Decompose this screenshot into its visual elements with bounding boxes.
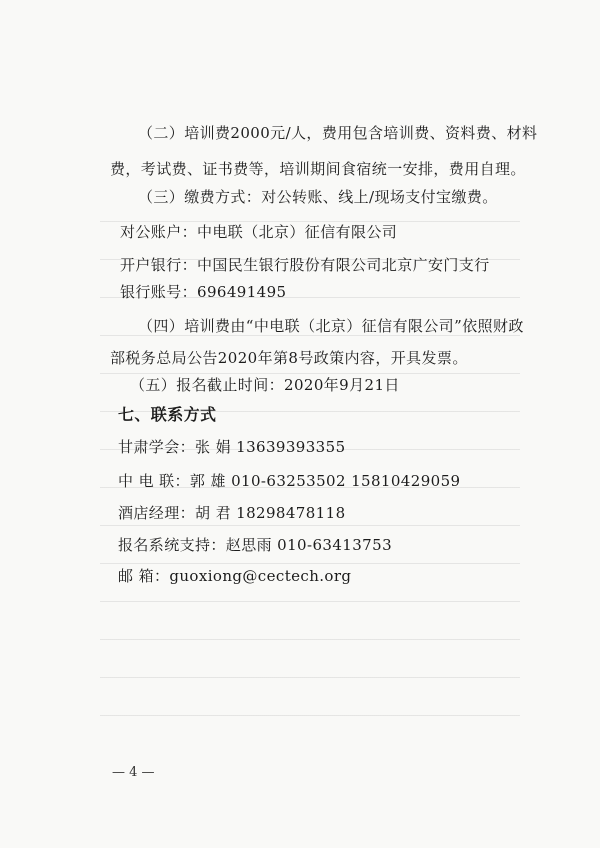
bank-name: 开户银行：中国民生银行股份有限公司北京广安门支行 xyxy=(120,256,490,274)
payment-method: （三）缴费方式：对公转账、线上/现场支付宝缴费。 xyxy=(138,188,498,206)
page-number: — 4 — xyxy=(112,765,155,780)
section-heading-contact: 七、联系方式 xyxy=(118,405,217,424)
fee-line-1: （二）培训费2000元/人，费用包含培训费、资料费、材料 xyxy=(138,124,538,142)
contact-registration: 报名系统支持：赵思雨 010-63413753 xyxy=(118,536,393,554)
invoice-line-1: （四）培训费由“中电联（北京）征信有限公司”依照财政 xyxy=(138,317,524,335)
contact-cec: 中 电 联：郭 雄 010-63253502 15810429059 xyxy=(118,472,461,490)
contact-email: 邮 箱：guoxiong@cectech.org xyxy=(118,567,352,585)
contact-gansu: 甘肃学会：张 娟 13639393355 xyxy=(118,438,346,456)
invoice-line-2: 部税务总局公告2020年第8号政策内容，开具发票。 xyxy=(110,349,468,367)
deadline: （五）报名截止时间：2020年9月21日 xyxy=(130,376,400,394)
account-name: 对公账户：中电联（北京）征信有限公司 xyxy=(120,223,398,241)
bank-account: 银行账号：696491495 xyxy=(120,283,287,301)
contact-hotel: 酒店经理：胡 君 18298478118 xyxy=(118,504,346,522)
fee-line-2: 费，考试费、证书费等，培训期间食宿统一安排，费用自理。 xyxy=(110,160,526,178)
